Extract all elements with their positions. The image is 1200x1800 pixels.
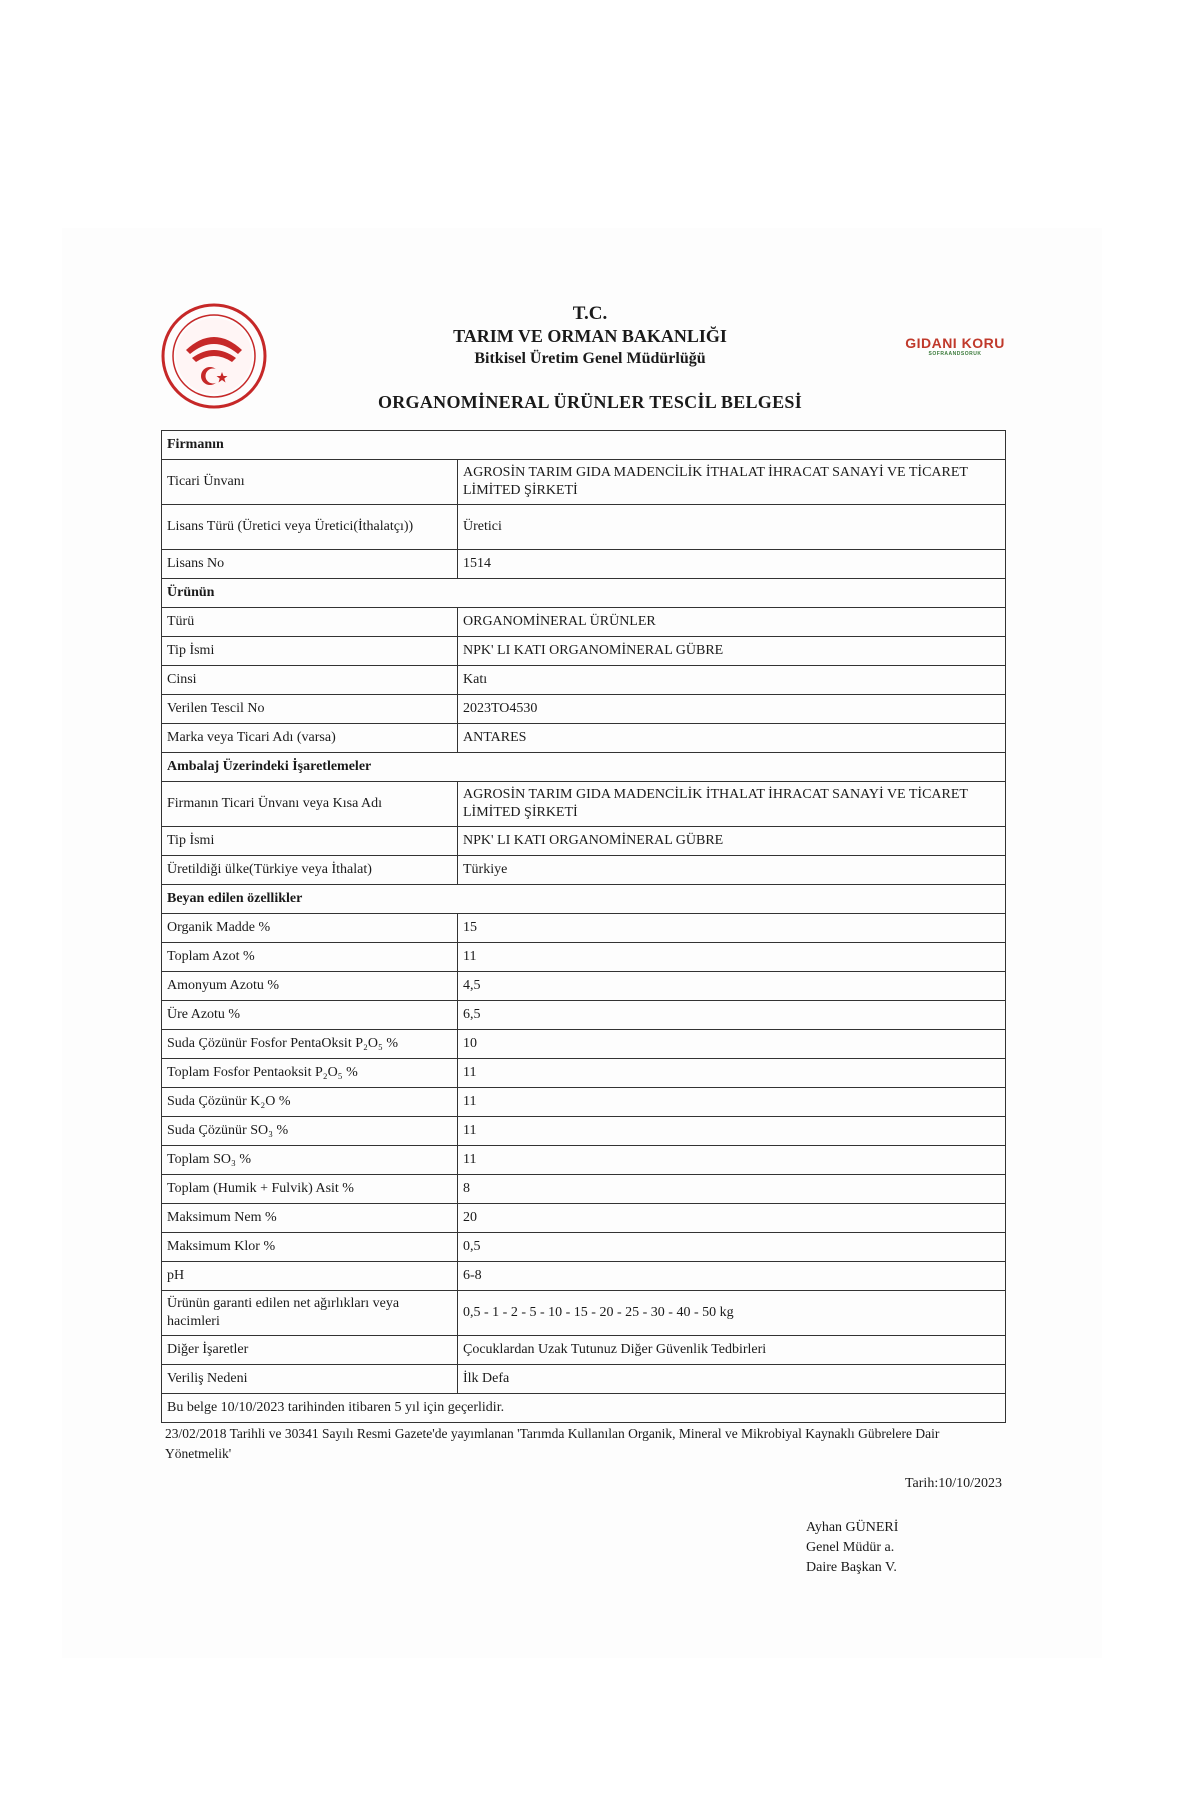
table-row	[162, 666, 1006, 695]
table-row	[162, 724, 1006, 753]
brand-logo	[900, 335, 1010, 357]
row-label: Suda Çözünür SO₃ %	[162, 1117, 458, 1146]
regulation-footnote: 23/02/2018 Tarihli ve 30341 Sayılı Resmi Gazete'de yayımlanan 'Tarımda Kullanılan Organik, Mineral ve Mikrobiyal Kaynaklı Gübrelere Dair Yönetmelik'	[165, 1426, 940, 1461]
row-label: Amonyum Azotu %	[162, 972, 458, 1001]
table-row	[162, 782, 1006, 827]
row-label: Toplam SO₃ %	[162, 1146, 458, 1175]
row-value: 11	[458, 1146, 1006, 1175]
row-label: Organik Madde %	[162, 914, 458, 943]
document-title: ORGANOMİNERAL ÜRÜNLER TESCİL BELGESİ	[377, 392, 803, 412]
brand-subtitle: SOFRAANDSORUK	[928, 351, 982, 357]
row-label: Üretildiği ülke(Türkiye veya İthalat)	[162, 856, 458, 885]
table-row	[162, 505, 1006, 550]
table-row	[162, 914, 1006, 943]
row-label: Verilen Tescil No	[162, 695, 458, 724]
table-row	[162, 608, 1006, 637]
document-header	[300, 302, 880, 370]
row-value: 10	[458, 1030, 1006, 1059]
row-value: 15	[458, 914, 1006, 943]
table-row	[162, 1291, 1006, 1336]
table-row	[162, 637, 1006, 666]
row-label: Suda Çözünür Fosfor PentaOksit P₂O₅ %	[162, 1030, 458, 1059]
row-label: Tip İsmi	[162, 637, 458, 666]
table-row	[162, 1059, 1006, 1088]
table-row	[162, 695, 1006, 724]
row-value: 0,5 - 1 - 2 - 5 - 10 - 15 - 20 - 25 - 30 - 40 - 50 kg	[458, 1291, 1006, 1336]
validity-row	[162, 1394, 1006, 1423]
table-row	[162, 943, 1006, 972]
row-label: Toplam Azot %	[162, 943, 458, 972]
header-line-2: TARIM VE ORMAN BAKANLIĞI	[453, 326, 727, 346]
table-row	[162, 1030, 1006, 1059]
signatory-title-1: Genel Müdür a.	[806, 1540, 895, 1555]
table-row	[162, 972, 1006, 1001]
row-label: Tip İsmi	[162, 827, 458, 856]
section-title: Ambalaj Üzerindeki İşaretlemeler	[162, 753, 1006, 782]
table-row	[162, 460, 1006, 505]
row-label: Lisans Türü (Üretici veya Üretici(İthalatçı))	[162, 505, 458, 550]
row-label: Cinsi	[162, 666, 458, 695]
row-label: Üre Azotu %	[162, 1001, 458, 1030]
table-row	[162, 1262, 1006, 1291]
registration-table	[161, 430, 1006, 1423]
table-row	[162, 1336, 1006, 1365]
row-value: AGROSİN TARIM GIDA MADENCİLİK İTHALAT İHRACAT SANAYİ VE TİCARET LİMİTED ŞİRKETİ	[458, 782, 1006, 827]
section-header	[162, 431, 1006, 460]
row-label: Marka veya Ticari Adı (varsa)	[162, 724, 458, 753]
row-label: Suda Çözünür K₂O %	[162, 1088, 458, 1117]
row-value: ORGANOMİNERAL ÜRÜNLER	[458, 608, 1006, 637]
table-row	[162, 1365, 1006, 1394]
table-row	[162, 1233, 1006, 1262]
row-value: 2023TO4530	[458, 695, 1006, 724]
row-value: Çocuklardan Uzak Tutunuz Diğer Güvenlik Tedbirleri	[458, 1336, 1006, 1365]
row-value: Katı	[458, 666, 1006, 695]
section-title: Firmanın	[162, 431, 1006, 460]
row-value: 11	[458, 943, 1006, 972]
table-row	[162, 550, 1006, 579]
row-label: Ürünün garanti edilen net ağırlıkları veya hacimleri	[162, 1291, 458, 1336]
table-row	[162, 1117, 1006, 1146]
issue-date: Tarih:10/10/2023	[904, 1476, 1002, 1491]
table-row	[162, 1146, 1006, 1175]
section-header	[162, 579, 1006, 608]
row-value: ANTARES	[458, 724, 1006, 753]
row-label: Diğer İşaretler	[162, 1336, 458, 1365]
row-label: Maksimum Klor %	[162, 1233, 458, 1262]
row-label: pH	[162, 1262, 458, 1291]
row-value: 6,5	[458, 1001, 1006, 1030]
section-title: Ürünün	[162, 579, 1006, 608]
table-row	[162, 1088, 1006, 1117]
row-label: Toplam Fosfor Pentaoksit P₂O₅ %	[162, 1059, 458, 1088]
row-value: Üretici	[458, 505, 1006, 550]
signatory-name: Ayhan GÜNERİ	[806, 1520, 899, 1535]
row-value: İlk Defa	[458, 1365, 1006, 1394]
signatory-title-2: Daire Başkan V.	[806, 1560, 897, 1575]
row-value: 6-8	[458, 1262, 1006, 1291]
section-title: Beyan edilen özellikler	[162, 885, 1006, 914]
row-value: 0,5	[458, 1233, 1006, 1262]
row-value: 11	[458, 1117, 1006, 1146]
table-row	[162, 1175, 1006, 1204]
table-row	[162, 1001, 1006, 1030]
brand-name: GIDANI KORU	[905, 335, 1005, 351]
header-line-3: Bitkisel Üretim Genel Müdürlüğü	[474, 350, 706, 367]
row-value: 11	[458, 1059, 1006, 1088]
header-line-1: T.C.	[572, 303, 608, 324]
row-label: Ticari Ünvanı	[162, 460, 458, 505]
row-value: Türkiye	[458, 856, 1006, 885]
table-row	[162, 1204, 1006, 1233]
row-value: NPK' LI KATI ORGANOMİNERAL GÜBRE	[458, 827, 1006, 856]
row-value: 1514	[458, 550, 1006, 579]
section-header	[162, 885, 1006, 914]
signature-block	[806, 1518, 898, 1578]
row-value: 8	[458, 1175, 1006, 1204]
row-label: Maksimum Nem %	[162, 1204, 458, 1233]
row-label: Lisans No	[162, 550, 458, 579]
row-value: 4,5	[458, 972, 1006, 1001]
row-label: Veriliş Nedeni	[162, 1365, 458, 1394]
table-row	[162, 856, 1006, 885]
row-label: Türü	[162, 608, 458, 637]
row-value: AGROSİN TARIM GIDA MADENCİLİK İTHALAT İHRACAT SANAYİ VE TİCARET LİMİTED ŞİRKETİ	[458, 460, 1006, 505]
table-row	[162, 827, 1006, 856]
row-value: 20	[458, 1204, 1006, 1233]
section-header	[162, 753, 1006, 782]
row-label: Firmanın Ticari Ünvanı veya Kısa Adı	[162, 782, 458, 827]
row-value: NPK' LI KATI ORGANOMİNERAL GÜBRE	[458, 637, 1006, 666]
validity-text: Bu belge 10/10/2023 tarihinden itibaren 5 yıl için geçerlidir.	[162, 1394, 1006, 1423]
row-value: 11	[458, 1088, 1006, 1117]
row-label: Toplam (Humik + Fulvik) Asit %	[162, 1175, 458, 1204]
